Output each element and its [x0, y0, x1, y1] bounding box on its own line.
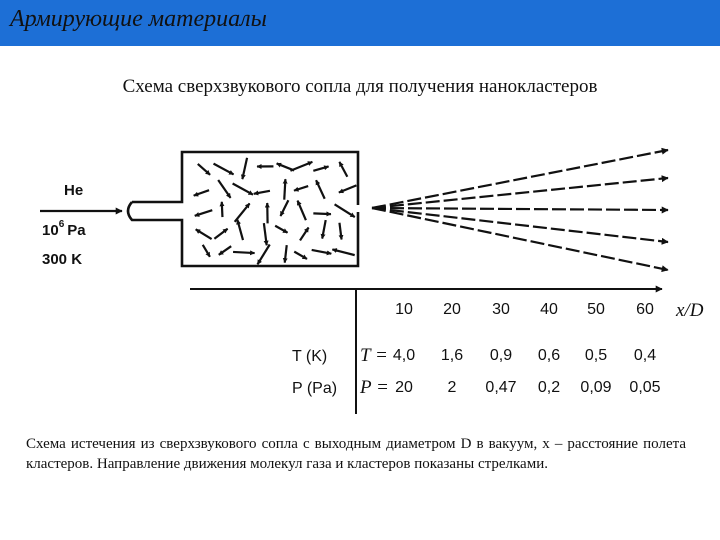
jet-arrow	[372, 208, 668, 242]
pressure-value: 0,09	[580, 379, 612, 396]
gas-molecule	[214, 229, 227, 239]
gas-molecules	[194, 158, 357, 265]
row-label-t: T (K)	[292, 348, 328, 365]
gas-molecule	[196, 229, 212, 239]
gas-molecule	[312, 250, 332, 254]
gas-molecule	[203, 245, 210, 257]
gas-molecule	[264, 223, 267, 245]
gas-molecule	[233, 184, 253, 195]
temperature-value: 0,4	[633, 347, 657, 364]
header-title: Армирующие материалы	[10, 6, 267, 32]
gas-molecule	[214, 164, 234, 175]
row-label-p: P (Pa)	[292, 380, 338, 397]
gas-molecule	[316, 180, 325, 199]
x-tick-label: 20	[443, 301, 461, 318]
diagram-caption: Схема истечения из сверхзвукового сопла с выходным диаметром D в вакуум, x – расстояние полета кластеров. Направление движения молекул газа и кластеров показаны стрелками.	[26, 436, 686, 472]
x-tick-label: 10	[395, 301, 413, 318]
x-tick-label: 40	[540, 301, 558, 318]
gas-molecule	[218, 180, 230, 198]
gas-molecule	[281, 200, 289, 216]
x-tick-label: 30	[492, 301, 510, 318]
x-tick-label: 60	[636, 301, 654, 318]
x-axis-label: x/D	[676, 300, 704, 321]
pressure-unit: Pa	[67, 222, 86, 239]
inlet-pressure-label	[42, 219, 86, 239]
temperature-value: 0,9	[489, 347, 513, 364]
gas-molecule	[194, 190, 209, 195]
gas-molecule	[219, 246, 231, 255]
pressure-value: 0,2	[537, 379, 561, 396]
gas-molecule	[235, 203, 250, 221]
jet-arrows	[372, 150, 668, 270]
gas-molecule	[313, 213, 331, 214]
gas-molecule	[258, 245, 270, 265]
gas-molecule	[335, 204, 355, 217]
gas-molecule	[233, 252, 255, 253]
gas-molecule	[284, 179, 285, 199]
gas-molecule	[322, 220, 325, 239]
pressure-value: 2	[447, 379, 457, 396]
nozzle-chamber	[128, 152, 358, 266]
jet-arrow	[372, 208, 668, 210]
pressure-value: 20	[395, 379, 413, 396]
pressure-value: 0,47	[485, 379, 517, 396]
gas-molecule	[285, 245, 287, 262]
pressure-base: 10	[42, 222, 59, 239]
jet-arrow	[372, 178, 668, 208]
gas-molecule	[339, 162, 347, 177]
x-tick-label: 50	[587, 301, 605, 318]
inlet-gas-label: He	[64, 182, 84, 199]
gas-molecule	[313, 166, 328, 170]
gas-molecule	[300, 228, 309, 241]
gas-molecule	[294, 186, 308, 191]
x-axis-ticks	[395, 301, 654, 318]
gas-molecule	[242, 158, 247, 179]
gas-molecule	[198, 164, 210, 175]
gas-molecule	[298, 201, 306, 221]
inlet-temperature-label: 300 K	[42, 251, 83, 268]
gas-molecule	[254, 191, 270, 194]
row-symbol-p: P =	[360, 377, 389, 398]
temperature-value: 4,0	[392, 347, 416, 364]
jet-arrow	[372, 208, 668, 270]
table-values	[393, 347, 661, 396]
gas-molecule	[332, 249, 354, 255]
slide-title: Схема сверхзвукового сопла для получения нанокластеров	[122, 76, 598, 97]
temperature-value: 1,6	[440, 347, 464, 364]
gas-molecule	[294, 252, 307, 259]
row-symbol-t: T =	[360, 345, 388, 366]
temperature-value: 0,6	[537, 347, 561, 364]
gas-molecule	[339, 185, 357, 192]
pressure-value: 0,05	[629, 379, 661, 396]
pressure-exponent: 6	[58, 219, 65, 230]
gas-molecule	[275, 226, 287, 233]
gas-molecule	[339, 223, 341, 240]
gas-molecule	[290, 162, 312, 171]
gas-molecule	[222, 202, 223, 217]
gas-molecule	[195, 210, 213, 216]
gas-molecule	[237, 220, 243, 240]
jet-arrow	[372, 150, 668, 208]
temperature-value: 0,5	[584, 347, 608, 364]
